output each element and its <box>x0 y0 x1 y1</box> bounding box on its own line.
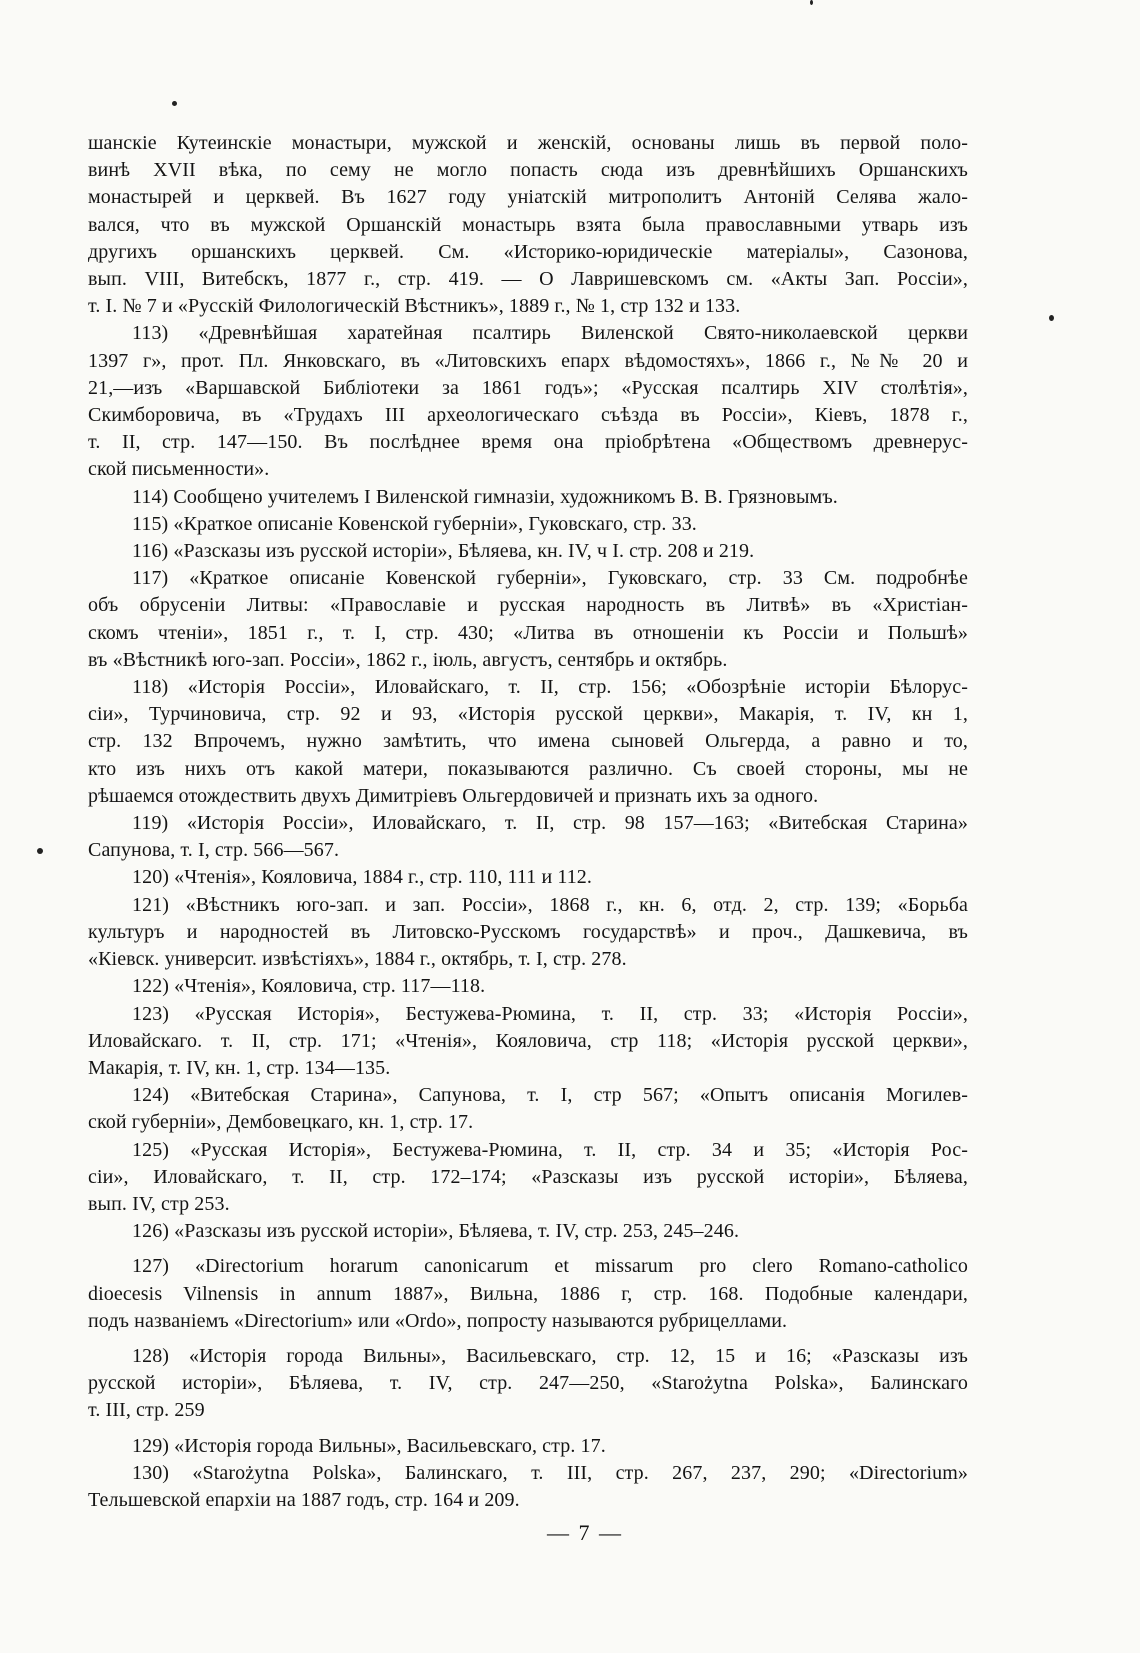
text-line: т. II, стр. 147—150. Въ послѣднее время она пріобрѣтена «Обществомъ древнерус- <box>88 431 968 454</box>
text-line: 128) «Исторія города Вильны», Васильевскаго, стр. 12, 15 и 16; «Разсказы изъ <box>132 1344 968 1367</box>
text-line: 124) «Витебская Старина», Сапунова, т. I, стр 567; «Опытъ описанія Могилев- <box>132 1084 968 1107</box>
text-line: вып. VIII, Витебскъ, 1877 г., стр. 419. — О Лавришевскомъ см. «Акты Зап. Россіи», <box>88 268 968 291</box>
text-line: dioecesis Vilnensis in annum 1887», Вильна, 1886 г, стр. 168. Подобные календари, <box>88 1282 968 1305</box>
text-line: стр. 132 Впрочемъ, нужно замѣтить, что имена сыновей Ольгерда, а равно и то, <box>88 730 968 753</box>
document-page <box>88 130 968 1514</box>
text-line: 121) «Вѣстникъ юго-зап. и зап. Россіи», 1868 г., кн. 6, отд. 2, стр. 139; «Борьба <box>132 893 968 916</box>
text-line: «Кіевск. университ. извѣстіяхъ», 1884 г., октябрь, т. I, стр. 278. <box>88 948 627 971</box>
text-line: 120) «Чтенія», Кояловича, 1884 г., стр. 110, 111 и 112. <box>132 866 593 889</box>
text-line: Скимборовича, въ «Трудахъ III археологическаго съѣзда въ Россіи», Кіевъ, 1878 г., <box>88 404 968 427</box>
text-line: монастырей и церквей. Въ 1627 году уніатскій митрополитъ Антоній Селява жало- <box>88 186 968 209</box>
paragraph-gap <box>88 1335 968 1343</box>
text-line: вался, что въ мужской Оршанскій монастырь взята была православными утварь изъ <box>88 213 968 236</box>
text-line: ской губерніи», Дембовецкаго, кн. 1, стр. 17. <box>88 1111 474 1134</box>
text-line: ской письменности». <box>88 458 270 481</box>
text-line: 115) «Краткое описаніе Ковенской губерніи», Гуковскаго, стр. 33. <box>132 512 697 535</box>
text-line: 1397 г», прот. Пл. Янковскаго, въ «Литовскихъ епарх вѣдомостяхъ», 1866 г., №№ 20 и <box>88 349 968 372</box>
print-speck <box>1049 315 1054 321</box>
text-line: 118) «Исторія Россіи», Иловайскаго, т. II, стр. 156; «Обозрѣніе исторіи Бѣлорус- <box>132 676 968 699</box>
text-line: 130) «Starożytna Polska», Балинскаго, т. III, стр. 267, 237, 290; «Directorium» <box>132 1461 968 1484</box>
text-line: 113) «Древнѣйшая харатейная псалтирь Виленской Свято-николаевской церкви <box>132 322 968 345</box>
print-speck <box>810 0 813 5</box>
text-line: Макарія, т. IV, кн. 1, стр. 134—135. <box>88 1056 391 1079</box>
print-speck <box>172 101 177 106</box>
text-line: Тельшевской епархіи на 1887 годъ, стр. 164 и 209. <box>88 1488 520 1511</box>
text-line: въ «Вѣстникѣ юго-зап. Россіи», 1862 г., іюль, августъ, сентябрь и октябрь. <box>88 648 728 671</box>
text-line: т. I. № 7 и «Русскій Филологическій Вѣстникъ», 1889 г., № 1, стр 132 и 133. <box>88 295 741 318</box>
page-number: — 7 — <box>547 1520 623 1545</box>
text-line: подъ названіемъ «Directorium» или «Ordo», попросту называются рубрицеллами. <box>88 1309 788 1332</box>
text-line: 129) «Исторія города Вильны», Васильевскаго, стр. 17. <box>132 1434 606 1457</box>
text-line: 127) «Directorium horarum canonicarum et missarum pro clero Romano-catholico <box>132 1255 968 1278</box>
paragraph-gap <box>88 1425 968 1433</box>
text-line: 126) «Разсказы изъ русской исторіи», Бѣляева, т. IV, стр. 253, 245–246. <box>132 1220 740 1243</box>
text-line: шанскіе Кутеинскіе монастыри, мужской и женскій, основаны лишь въ первой поло- <box>88 132 968 154</box>
text-line: 122) «Чтенія», Кояловича, стр. 117—118. <box>132 975 486 998</box>
text-line: сіи», Турчиновича, стр. 92 и 93, «Исторія русской церкви», Макарія, т. IV, кн 1, <box>88 703 968 726</box>
text-line: т. III, стр. 259 <box>88 1399 205 1422</box>
text-line: 123) «Русская Исторія», Бестужева-Рюмина, т. II, стр. 33; «Исторія Россіи», <box>132 1002 968 1025</box>
text-line: винѣ XVII вѣка, по сему не могло попасть сюда изъ древнѣйшихъ Оршанскихъ <box>88 159 968 182</box>
text-line: 114) Сообщено учителемъ I Виленской гимназіи, художникомъ В. В. Грязновымъ. <box>132 485 838 508</box>
text-line: культуръ и народностей въ Литовско-Русскомъ государствѣ» и проч., Дашкевича, въ <box>88 920 968 943</box>
text-line: 119) «Исторія Россіи», Иловайскаго, т. II, стр. 98 157—163; «Витебская Старина» <box>132 812 968 835</box>
text-line: вып. IV, стр 253. <box>88 1192 230 1215</box>
text-line: рѣшаемся отождествить двухъ Димитріевъ Ольгердовичей и признать ихъ за одного. <box>88 784 819 807</box>
text-line: кто изъ нихъ отъ какой матери, показываются различно. Съ своей стороны, мы не <box>88 757 968 780</box>
text-line: 117) «Краткое описаніе Ковенской губерніи», Гуковскаго, стр. 33 См. подробнѣе <box>132 567 968 590</box>
text-line: сіи», Иловайскаго, т. II, стр. 172–174; «Разсказы изъ русской исторіи», Бѣляева, <box>88 1165 968 1188</box>
text-line: объ обрусеніи Литвы: «Православіе и русская народность въ Литвѣ» въ «Христіан- <box>88 594 968 617</box>
text-line: другихъ оршанскихъ церквей. См. «Историко-юридическіе матеріалы», Сазонова, <box>88 240 968 263</box>
text-line: русской исторіи», Бѣляева, т. IV, стр. 247—250, «Starożytna Polska», Балинскаго <box>88 1372 968 1395</box>
text-line: 21,—изъ «Варшавской Библіотеки за 1861 годъ»; «Русская псалтирь XIV столѣтія», <box>88 376 968 399</box>
print-speck <box>37 848 43 854</box>
text-line: Иловайскаго. т. II, стр. 171; «Чтенія», Кояловича, стр 118; «Исторія русской церкви», <box>88 1029 968 1052</box>
text-line: 125) «Русская Исторія», Бестужева-Рюмина, т. II, стр. 34 и 35; «Исторія Рос- <box>132 1138 968 1161</box>
paragraph-gap <box>88 1245 968 1253</box>
text-line: Сапунова, т. I, стр. 566—567. <box>88 839 340 862</box>
text-line: 116) «Разсказы изъ русской исторіи», Бѣляева, кн. IV, ч I. стр. 208 и 219. <box>132 540 755 563</box>
text-line: скомъ чтеніи», 1851 г., т. I, стр. 430; «Литва въ отношеніи къ Россіи и Польшѣ» <box>88 621 968 644</box>
